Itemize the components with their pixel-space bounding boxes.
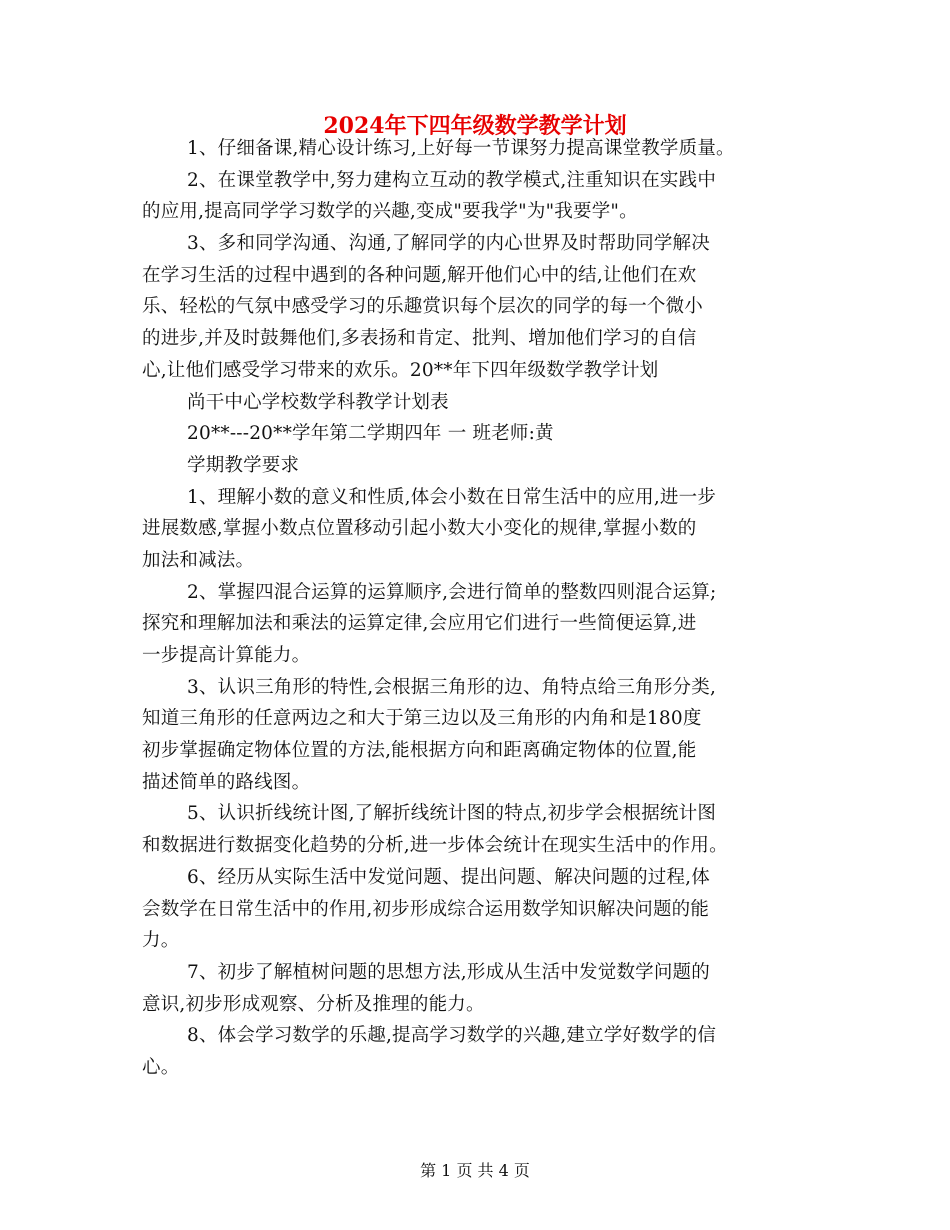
paragraph-line: 2、掌握四混合运算的运算顺序,会进行简单的整数四则混合运算; [187,581,717,603]
paragraph-line: 和数据进行数据变化趋势的分析,进一步体会统计在现实生活中的作用。 [142,835,728,857]
paragraph-line: 8、体会学习数学的乐趣,提高学习数学的兴趣,建立学好数学的信 [187,1025,717,1047]
paragraph-line: 3、认识三角形的特性,会根据三角形的边、角特点给三角形分类, [187,676,717,698]
paragraph-line: 描述简单的路线图。 [142,771,311,793]
paragraph-line: 3、多和同学沟通、沟通,了解同学的内心世界及时帮助同学解决 [187,233,710,255]
paragraph-line: 知道三角形的任意两边之和大于第三边以及三角形的内角和是180度 [142,708,702,730]
paragraph-line: 一步提高计算能力。 [142,645,311,666]
paragraph-line: 意识,初步形成观察、分析及推理的能力。 [142,993,485,1015]
paragraph-line: 6、经历从实际生活中发觉问题、提出问题、解决问题的过程,体 [187,866,710,888]
page-footer: 第 1 页 共 4 页 [420,1161,530,1180]
paragraph-line: 力。 [142,930,180,952]
section-heading: 学期教学要求 [187,454,300,476]
paragraph-line: 7、初步了解植树问题的思想方法,形成从生活中发觉数学问题的 [187,961,710,983]
paragraph-line: 在学习生活的过程中遇到的各种问题,解开他们心中的结,让他们在欢 [142,264,697,286]
paragraph-line: 1、仔细备课,精心设计练习,上好每一节课努力提高课堂教学质量。 [187,138,735,159]
semester-teacher-line: 20**---20**学年第二学期四年 一 班老师:黄 [187,423,554,445]
paragraph-line: 心,让他们感受学习带来的欢乐。20**年下四年级数学教学计划 [142,359,659,381]
document-body [142,133,822,1084]
paragraph-line: 探究和理解加法和乘法的运算定律,会应用它们进行一些简便运算,进 [142,613,697,635]
document-title: 2024年下四年级数学教学计划 [323,113,627,139]
paragraph-line: 乐、轻松的气氛中感受学习的乐趣赏识每个层次的同学的每一个微小 [142,296,704,318]
paragraph-line: 5、认识折线统计图,了解折线统计图的特点,初步学会根据统计图 [187,803,717,825]
paragraph-line: 1、理解小数的意义和性质,体会小数在日常生活中的应用,进一步 [187,486,717,508]
paragraph-line: 心。 [142,1056,180,1078]
paragraph-line: 2、在课堂教学中,努力建构立互动的教学模式,注重知识在实践中 [187,169,717,191]
paragraph-line: 的进步,并及时鼓舞他们,多表扬和肯定、批判、增加他们学习的自信 [142,328,697,350]
paragraph-line: 进展数感,掌握小数点位置移动引起小数大小变化的规律,掌握小数的 [142,518,697,540]
paragraph-line: 加法和减法。 [142,549,255,571]
paragraph-line: 的应用,提高同学学习数学的兴趣,变成"要我学"为"我要学"。 [142,201,638,223]
paragraph-line: 初步掌握确定物体位置的方法,能根据方向和距离确定物体的位置,能 [142,740,697,762]
paragraph-line: 会数学在日常生活中的作用,初步形成综合运用数学知识解决问题的能 [142,898,710,920]
school-plan-heading: 尚干中心学校数学科教学计划表 [187,391,449,413]
